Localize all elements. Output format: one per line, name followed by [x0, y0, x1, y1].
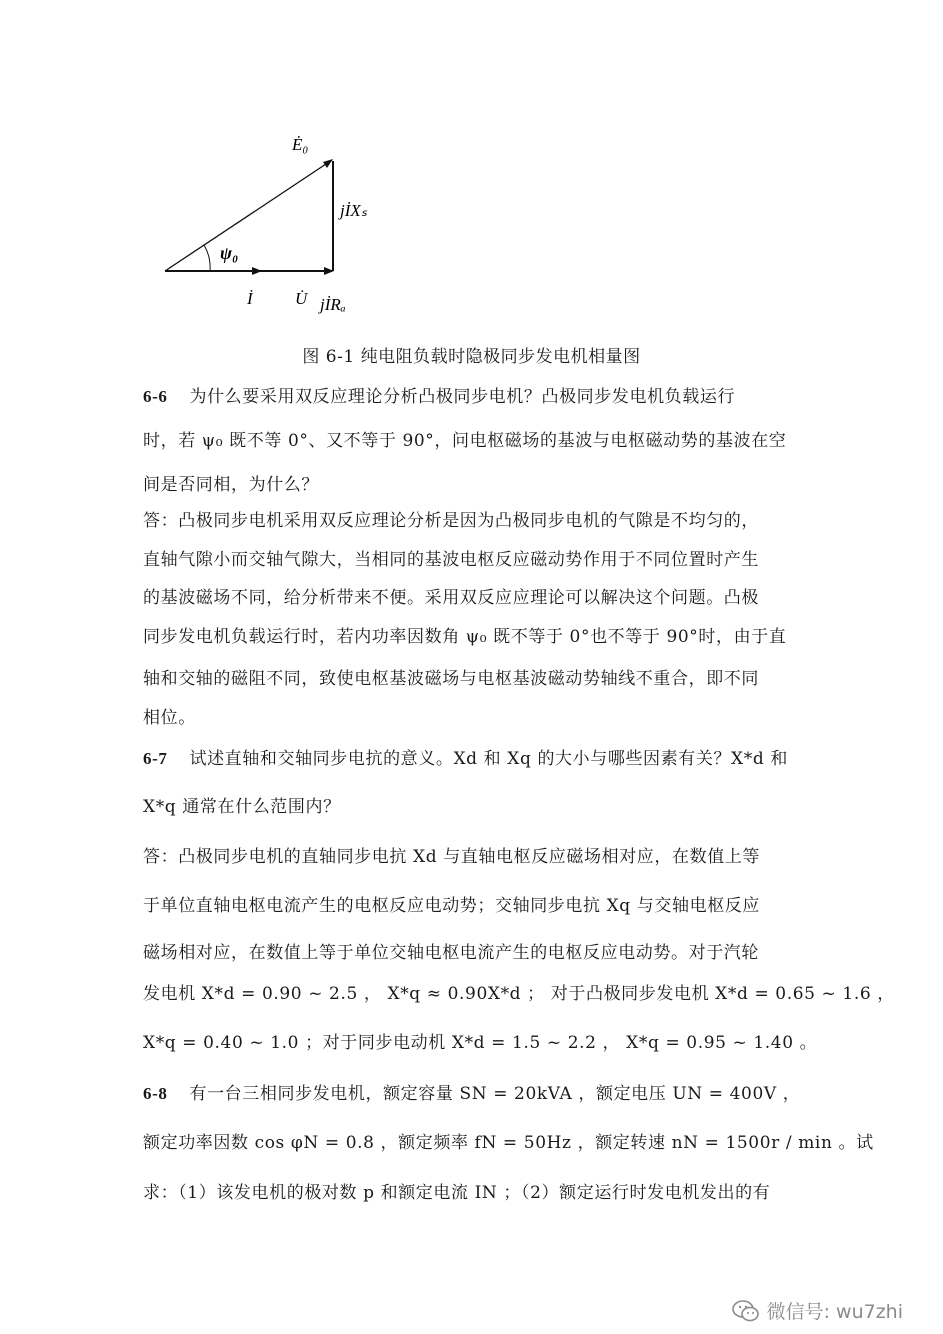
label-jIXs: jİXₛ [340, 201, 368, 220]
label-psi0: ψ₀ [220, 243, 239, 263]
answer-6-7-line-2: 于单位直轴电枢电流产生的电枢反应电动势；交轴同步电抗 Xq 与交轴电枢反应 [143, 896, 760, 916]
question-number: 6-7 [143, 749, 168, 768]
question-6-6-line-2: 时，若 ψ₀ 既不等 0°、又不等于 90°，问电枢磁场的基波与电枢磁动势的基波在空 [143, 431, 787, 451]
answer-6-6-line-5: 轴和交轴的磁阻不同，致使电枢基波磁场与电枢基波磁动势轴线不重合，即不同 [143, 669, 759, 689]
label-E0: Ė₀ [292, 135, 309, 154]
question-text: 试述直轴和交轴同步电抗的意义。Xd 和 Xq 的大小与哪些因素有关？X*d 和 [189, 749, 788, 769]
question-text: 为什么要采用双反应理论分析凸极同步电机？凸极同步发电机负载运行 [189, 387, 736, 407]
figure-caption: 图 6-1 纯电阻负载时隐极同步发电机相量图 [302, 347, 641, 367]
label-U: U̇ [295, 289, 308, 308]
question-6-7-line-1 [143, 744, 813, 769]
answer-6-6-line-2: 直轴气隙小而交轴气隙大，当相同的基波电枢反应磁动势作用于不同位置时产生 [143, 550, 759, 570]
question-6-8-line-1 [143, 1079, 813, 1104]
question-6-8-line-3: 求：（1）该发电机的极对数 p 和额定电流 IN ；（2）额定运行时发电机发出的有 [143, 1183, 771, 1203]
answer-6-6-line-1: 答：凸极同步电机采用双反应理论分析是因为凸极同步电机的气隙是不均匀的， [143, 511, 759, 531]
answer-6-6-line-6: 相位。 [143, 708, 196, 728]
phasor-E0 [165, 160, 332, 271]
question-number: 6-8 [143, 1084, 168, 1103]
answer-6-7-line-5: X*q = 0.40 ~ 1.0 ；对于同步电动机 X*d = 1.5 ~ 2.2 ， X*q = 0.95 ~ 1.40 。 [143, 1033, 818, 1053]
answer-6-7-line-3: 磁场相对应，在数值上等于单位交轴电枢电流产生的电枢反应电动势。对于汽轮 [143, 943, 759, 963]
question-6-6-line-1 [143, 382, 813, 407]
answer-6-6-line-4: 同步发电机负载运行时，若内功率因数角 ψ₀ 既不等于 0°也不等于 90°时，由于直 [143, 627, 787, 647]
question-number: 6-6 [143, 387, 168, 406]
label-I: İ [247, 289, 253, 308]
question-6-8-line-2: 额定功率因数 cos φN = 0.8 ，额定频率 fN = 50Hz ，额定转速 nN = 1500r / min 。试 [143, 1133, 874, 1153]
question-6-7-line-2: X*q 通常在什么范围内？ [143, 797, 341, 817]
arrowhead-E0 [323, 159, 333, 168]
phasor-diagram [150, 120, 410, 330]
answer-6-7-line-1: 答：凸极同步电机的直轴同步电抗 Xd 与直轴电枢反应磁场相对应，在数值上等 [143, 847, 760, 867]
question-text: 有一台三相同步发电机，额定容量 SN = 20kVA ，额定电压 UN = 400V ， [189, 1084, 801, 1104]
watermark-text: 微信号: wu7zhi [766, 1301, 903, 1323]
question-6-6-line-3: 间是否同相，为什么？ [143, 475, 319, 495]
label-jIRa: jİRₐ [320, 295, 346, 314]
watermark [731, 1297, 903, 1324]
answer-6-7-line-4: 发电机 X*d = 0.90 ~ 2.5 ， X*q ≈ 0.90X*d ； 对于凸极同步发电机 X*d = 0.65 ~ 1.6 ， [143, 984, 895, 1004]
angle-arc [204, 245, 210, 271]
wechat-icon [731, 1298, 761, 1324]
answer-6-6-line-3: 的基波磁场不同，给分析带来不便。采用双反应应理论可以解决这个问题。凸极 [143, 588, 759, 608]
